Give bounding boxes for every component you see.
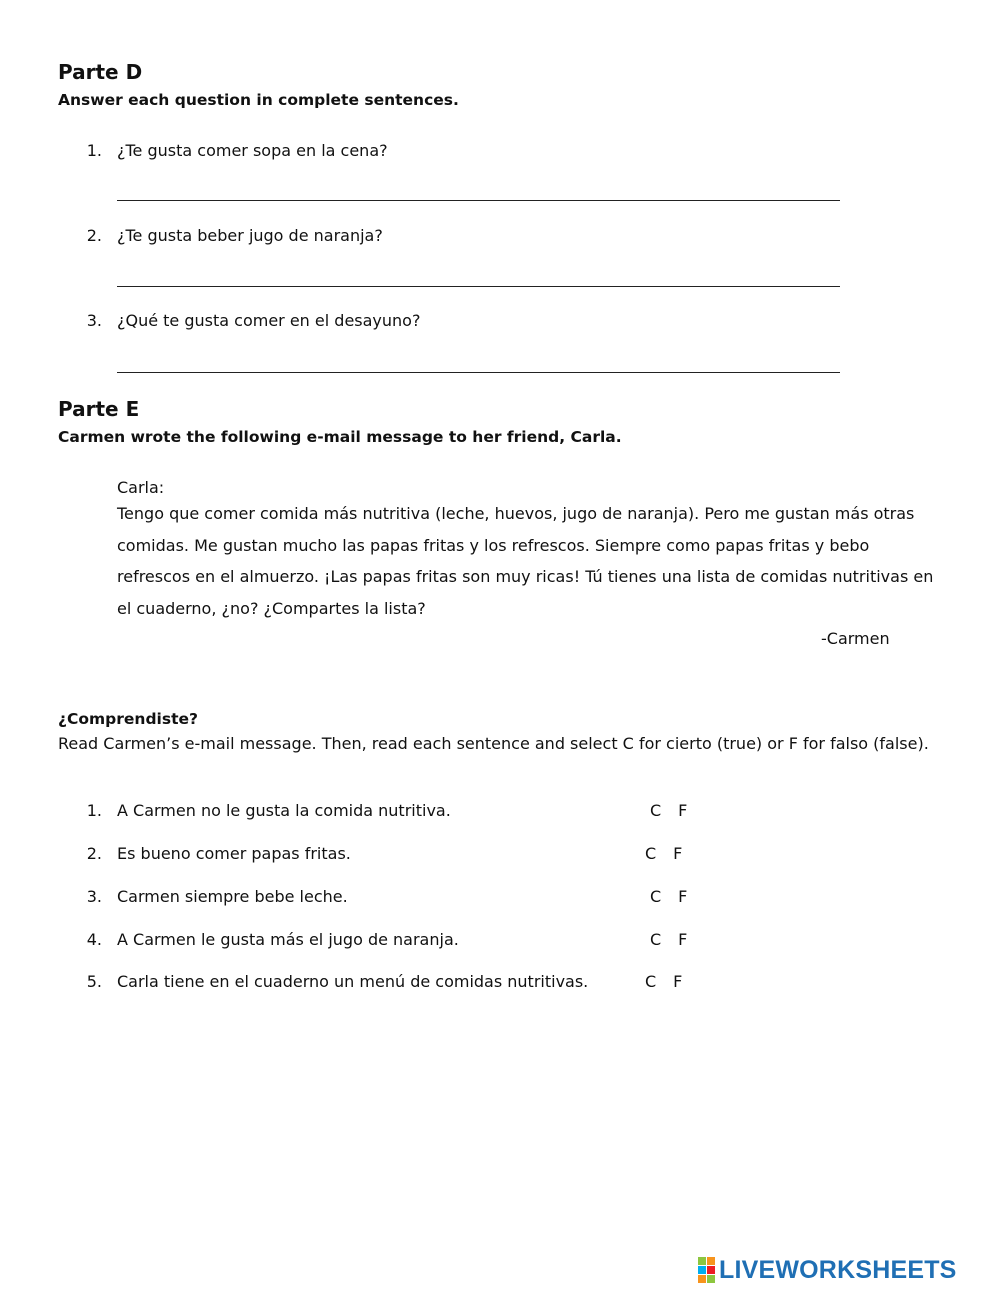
question-number: 1.: [86, 141, 102, 160]
question-number: 3.: [86, 311, 102, 330]
cf-choices: [650, 801, 704, 820]
email-greeting: Carla:: [117, 478, 165, 497]
choice-c[interactable]: C: [650, 930, 662, 949]
choice-f[interactable]: F: [678, 801, 688, 820]
question-number: 2.: [86, 226, 102, 245]
item-number: 5.: [86, 972, 102, 991]
answer-line[interactable]: [117, 372, 840, 373]
choice-f[interactable]: F: [673, 972, 683, 991]
choice-f[interactable]: F: [678, 930, 688, 949]
cf-choices: [645, 972, 699, 991]
parte-e-instruction: Carmen wrote the following e-mail message to her friend, Carla.: [58, 428, 622, 446]
comprendiste-instruction: Read Carmen’s e-mail message. Then, read each sentence and select C for cierto (true) or F for falso (false).: [58, 734, 929, 753]
comprendiste-title: ¿Comprendiste?: [58, 710, 198, 728]
choice-f[interactable]: F: [673, 844, 683, 863]
question-text: ¿Te gusta beber jugo de naranja?: [117, 226, 383, 245]
item-number: 3.: [86, 887, 102, 906]
parte-d-title: Parte D: [58, 60, 143, 84]
item-text: A Carmen le gusta más el jugo de naranja.: [117, 930, 459, 949]
item-text: A Carmen no le gusta la comida nutritiva.: [117, 801, 451, 820]
item-number: 2.: [86, 844, 102, 863]
choice-c[interactable]: C: [650, 887, 662, 906]
liveworksheets-logo: [698, 1256, 957, 1284]
question-text: ¿Te gusta comer sopa en la cena?: [117, 141, 388, 160]
answer-line[interactable]: [117, 286, 840, 287]
item-number: 4.: [86, 930, 102, 949]
cf-choices: [645, 844, 699, 863]
question-text: ¿Qué te gusta comer en el desayuno?: [117, 311, 421, 330]
item-text: Carla tiene en el cuaderno un menú de comidas nutritivas.: [117, 972, 589, 991]
choice-f[interactable]: F: [678, 887, 688, 906]
parte-d-instruction: Answer each question in complete sentences.: [58, 91, 459, 109]
item-text: Carmen siempre bebe leche.: [117, 887, 348, 906]
choice-c[interactable]: C: [645, 972, 657, 991]
item-text: Es bueno comer papas fritas.: [117, 844, 351, 863]
item-number: 1.: [86, 801, 102, 820]
cf-choices: [650, 887, 704, 906]
answer-line[interactable]: [117, 200, 840, 201]
choice-c[interactable]: C: [650, 801, 662, 820]
logo-text: LIVEWORKSHEETS: [719, 1255, 957, 1284]
logo-blocks-icon: [698, 1257, 715, 1283]
email-signature: -Carmen: [821, 629, 890, 648]
choice-c[interactable]: C: [645, 844, 657, 863]
email-body: Tengo que comer comida más nutritiva (leche, huevos, jugo de naranja). Pero me gustan más otras comidas. Me gustan mucho las papas fritas y los refrescos. Siempre como papas fritas y bebo refrescos en el almuerzo. ¡Las papas fritas son muy ricas! Tú tienes una lista de comidas nutritivas en el cuaderno, ¿no? ¿Compartes la lista?: [117, 504, 934, 618]
cf-choices: [650, 930, 704, 949]
parte-e-title: Parte E: [58, 397, 140, 421]
